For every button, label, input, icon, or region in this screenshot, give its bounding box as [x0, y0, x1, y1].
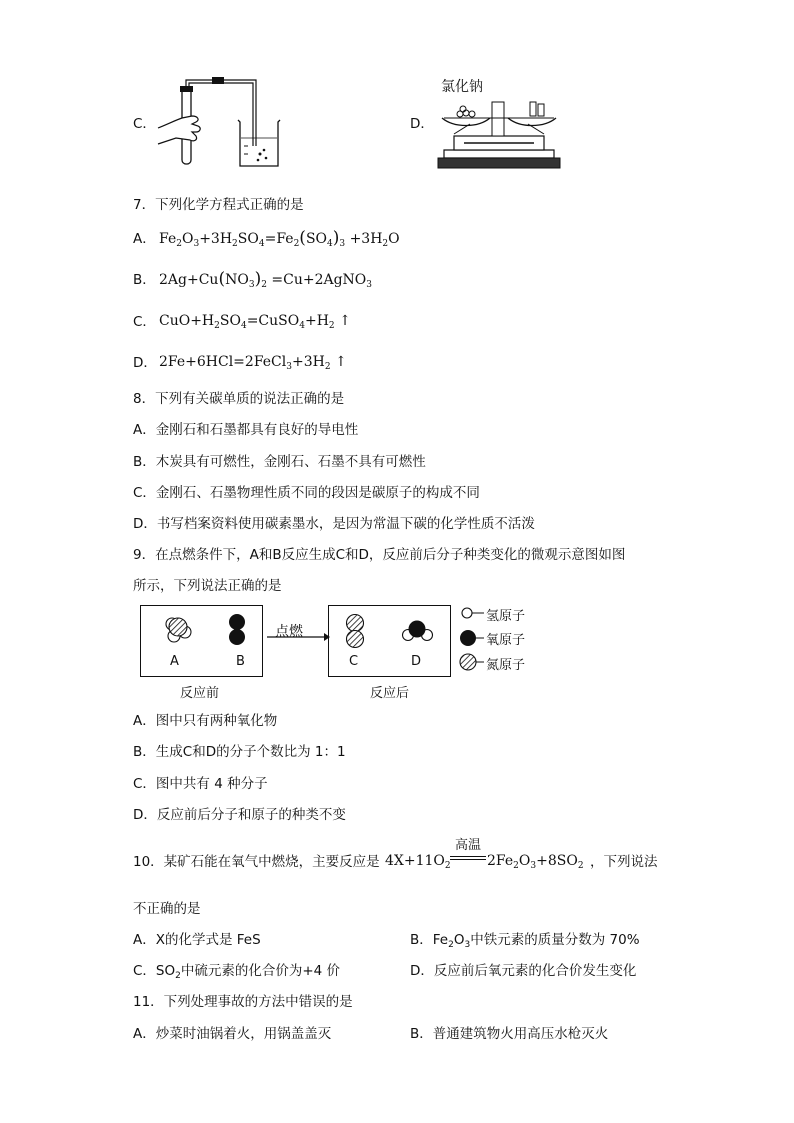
q7-option-b-formula: $2Ag+Cu(NO_3)_2$ =Cu+2AgNO$_3$	[159, 269, 373, 290]
q10-b-post: 中铁元素的质量分数为 70%	[470, 932, 640, 948]
q10-equation-left: $4X+11O_2$	[385, 853, 451, 871]
legend-hydrogen: 氢原子	[486, 609, 526, 624]
q10-b-pre: B．Fe	[410, 932, 449, 948]
legend-nitrogen: 氮原子	[486, 658, 526, 673]
q10-option-d: D．反应前后氧元素的化合价发生变化	[410, 963, 637, 979]
q7-option-d-label: D．	[133, 355, 157, 371]
q10-option-a: A．X的化学式是 FeS	[133, 932, 261, 948]
nacl-caption: 氯化钠	[441, 79, 483, 95]
q10-equation-condition	[450, 839, 486, 860]
caption-after: 反应后	[370, 686, 410, 701]
q7-option-d-formula: $2Fe+6HCl=2FeCl_3+3H_2$ ↑	[159, 354, 347, 372]
q8-option-d: D．书写档案资料使用碳素墨水，是因为常温下碳的化学性质不活泼	[133, 516, 535, 532]
q8-stem: 8．下列有关碳单质的说法正确的是	[133, 391, 345, 407]
q11-option-a: A．炒菜时油锅着火，用锅盖盖灭	[133, 1026, 332, 1042]
q7-option-a-formula: $Fe_2O_3+3H_2SO_4=Fe_2(SO_4)_3 +3H_2O$	[159, 228, 400, 249]
q7-stem: 7．下列化学方程式正确的是	[133, 197, 304, 213]
q7-option-c-formula: $CuO+H_2SO_4=CuSO_4+H_2$ ↑	[159, 313, 351, 331]
q10-stem-pre: 10．某矿石能在氧气中燃烧，主要反应是	[133, 854, 380, 870]
q10-c-post: 中硫元素的化合价为+4 价	[180, 963, 341, 979]
q10-b-mid: O	[453, 932, 465, 948]
legend-symbols	[458, 604, 488, 674]
q10-option-b: B．$Fe_2O_3$中铁元素的质量分数为 70%	[410, 932, 640, 950]
q8-option-c: C．金刚石、石墨物理性质不同的段因是碳原子的构成不同	[133, 485, 480, 501]
q9-stem-line2: 所示，下列说法正确的是	[133, 578, 282, 594]
condition-high-temp: 高温	[454, 838, 481, 853]
q10-equation-right: $2Fe_2O_3+8SO_2$	[487, 853, 584, 871]
label-c: C	[349, 654, 359, 669]
label-b: B	[236, 654, 245, 669]
q10-stem-post: ，下列说法	[590, 854, 658, 870]
q7-option-b-label: B．	[133, 272, 156, 288]
caption-before: 反应前	[180, 686, 220, 701]
q10-c-pre: C．SO	[133, 963, 176, 979]
option-d-label: D．	[410, 116, 434, 132]
q9-option-c: C．图中共有 4 种分子	[133, 776, 268, 792]
q7-option-c-label: C．	[133, 314, 156, 330]
balance-scale-image	[434, 94, 564, 174]
q8-option-b: B．木炭具有可燃性，金刚石、石墨不具有可燃性	[133, 454, 426, 470]
label-a: A	[170, 654, 179, 669]
q10-stem-line2: 不正确的是	[133, 901, 201, 917]
gas-collection-apparatus-image	[152, 74, 282, 170]
arrow-condition-ignite: 点燃	[275, 624, 303, 640]
q9-option-a: A．图中只有两种氧化物	[133, 713, 278, 729]
q9-option-b: B．生成C和D的分子个数比为 1：1	[133, 744, 346, 760]
q8-option-a: A．金刚石和石墨都具有良好的导电性	[133, 422, 359, 438]
q11-option-b: B．普通建筑物火用高压水枪灭火	[410, 1026, 609, 1042]
label-d: D	[411, 654, 422, 669]
option-c-label: C．	[133, 116, 156, 132]
q7-option-a-label: A．	[133, 231, 156, 247]
q10-option-c: C．$SO_2$中硫元素的化合价为+4 价	[133, 963, 341, 981]
q11-stem: 11．下列处理事故的方法中错误的是	[133, 994, 353, 1010]
q9-option-d: D．反应前后分子和原子的种类不变	[133, 807, 346, 823]
legend-oxygen: 氧原子	[486, 633, 526, 648]
q9-stem-line1: 9．在点燃条件下，A和B反应生成C和D，反应前后分子种类变化的微观示意图如图	[133, 547, 626, 563]
